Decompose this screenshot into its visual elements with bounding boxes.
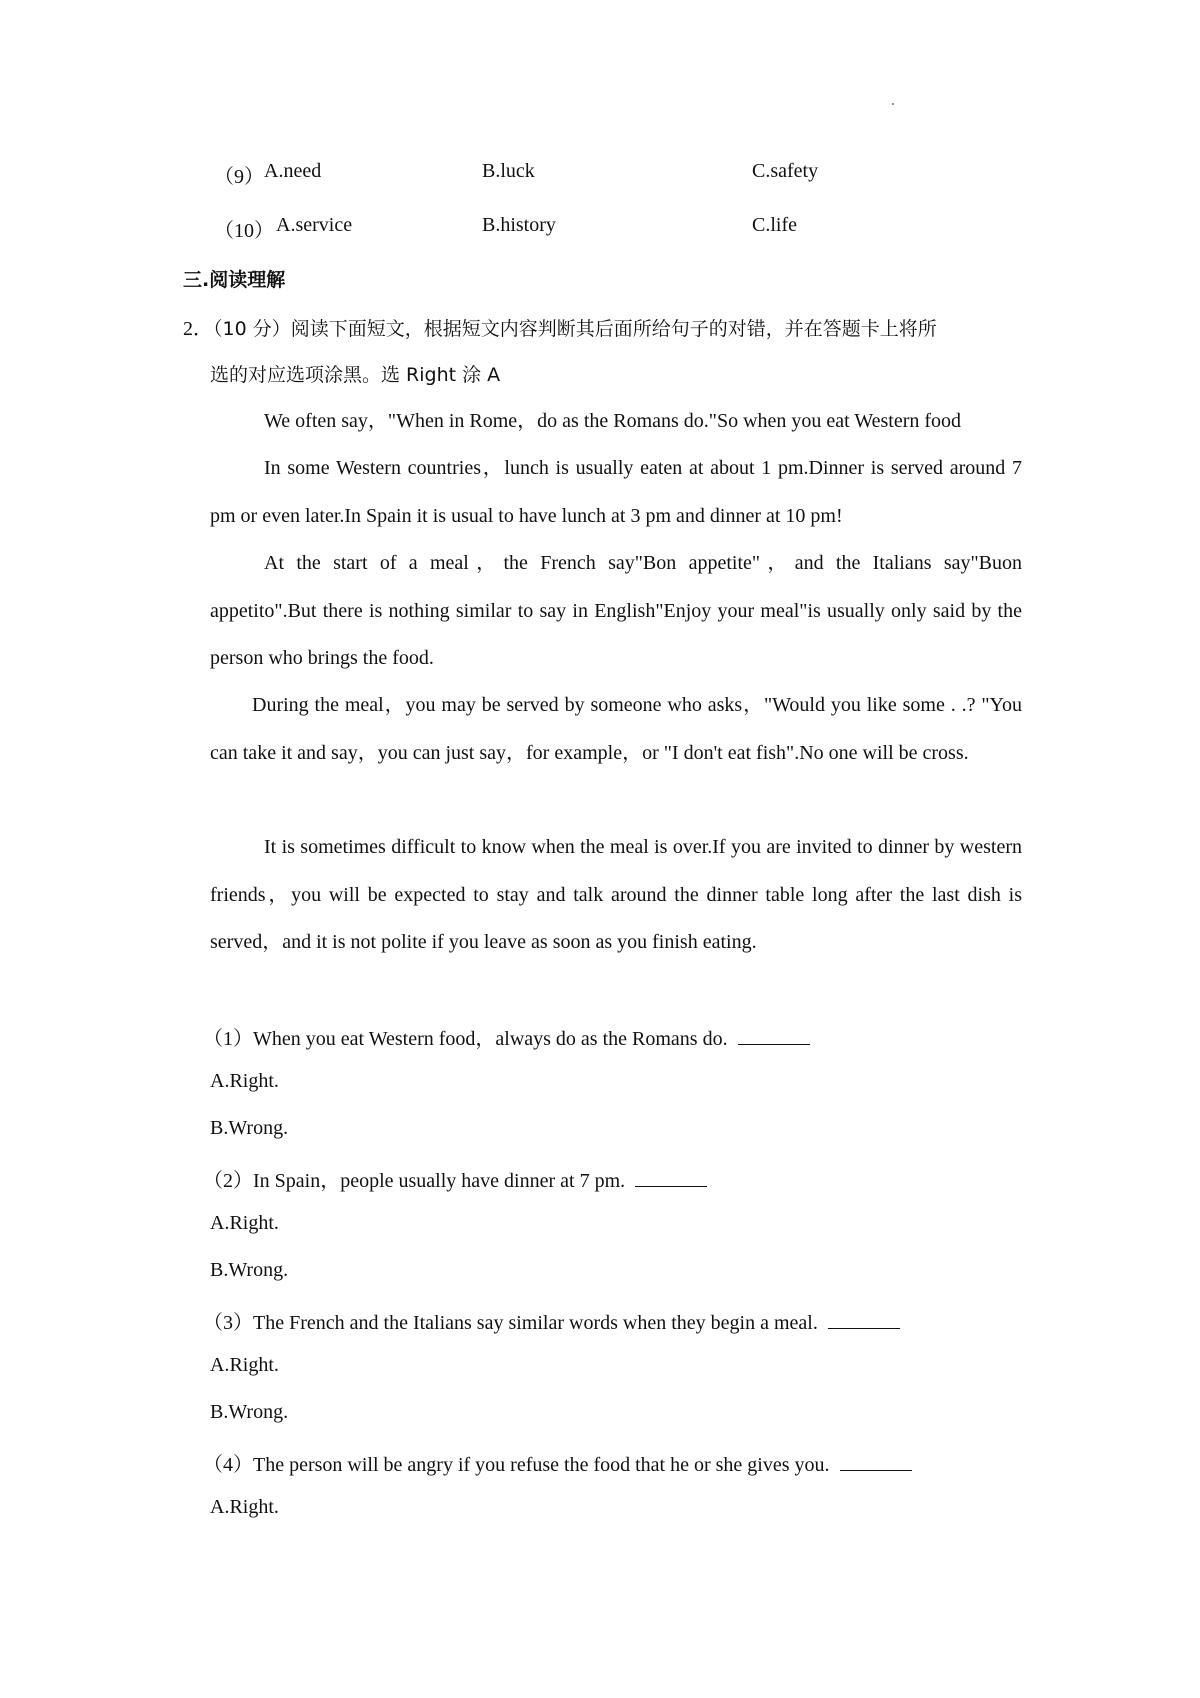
question-number: 2． [183, 318, 213, 340]
option-row-10 [0, 214, 1200, 244]
option-b: B.luck [482, 160, 535, 182]
passage-para-1 [210, 398, 1022, 446]
question-score: （10 分） [213, 318, 291, 340]
item-text: The French and the Italians say similar words when they begin a meal. [253, 1312, 818, 1334]
passage-para-5 [210, 824, 1022, 967]
item-text: The person will be angry if you refuse the food that he or she gives you. [253, 1454, 830, 1476]
question-instruction: 阅读下面短文，根据短文内容判断其后面所给句子的对错，并在答题卡上将所 [290, 318, 937, 340]
answer-blank[interactable] [738, 1026, 810, 1045]
item-1-option-b[interactable]: B.Wrong. [210, 1117, 289, 1139]
item-4-option-a[interactable]: A.Right. [210, 1496, 279, 1518]
item-1-question [203, 1022, 810, 1051]
passage-text: During the meal，you may be served by someone who asks，"Would you like some . .? "You can take it and say，you can just say，for example，or "I don't eat fish".No one will be cross. [210, 694, 1022, 764]
item-2-question [203, 1164, 707, 1193]
option-a: A.need [264, 160, 322, 182]
item-text: When you eat Western food，always do as the Romans do. [253, 1028, 728, 1050]
answer-blank[interactable] [635, 1168, 707, 1187]
option-number: （10） [214, 220, 274, 242]
item-text: In Spain，people usually have dinner at 7 pm. [253, 1170, 626, 1192]
question-stem-line1 [183, 312, 937, 341]
item-number: （3） [203, 1312, 253, 1334]
option-row-9 [0, 160, 1200, 190]
item-1-option-a[interactable]: A.Right. [210, 1070, 279, 1092]
item-number: （2） [203, 1170, 253, 1192]
answer-blank[interactable] [840, 1452, 912, 1471]
item-3-option-a[interactable]: A.Right. [210, 1354, 279, 1376]
option-c: C.life [752, 214, 797, 236]
passage-text: In some Western countries，lunch is usually eaten at about 1 pm.Dinner is served around 7 pm or even later.In Spain it is usual to have lunch at 3 pm and dinner at 10 pm! [210, 457, 1022, 527]
section-title: 三.阅读理解 [183, 269, 286, 291]
option-number: （9） [214, 166, 264, 188]
passage-para-2 [210, 445, 1022, 540]
item-2-option-b[interactable]: B.Wrong. [210, 1259, 289, 1281]
passage-text: We often say，"When in Rome，do as the Romans do."So when you eat Western food [264, 410, 962, 432]
scan-speck [892, 103, 894, 105]
passage-text: It is sometimes difficult to know when the meal is over.If you are invited to dinner by western friends，you will be expected to stay and talk around the dinner table long after the last dish is served，and it is not polite if you leave as soon as you finish eating. [210, 836, 1022, 953]
item-3-option-b[interactable]: B.Wrong. [210, 1401, 289, 1423]
option-a: A.service [276, 214, 353, 236]
option-b: B.history [482, 214, 556, 236]
option-c: C.safety [752, 160, 819, 182]
item-number: （1） [203, 1028, 253, 1050]
question-stem-line2: 选的对应选项涂黑。选 Right 涂 A [210, 364, 501, 386]
answer-blank[interactable] [828, 1310, 900, 1329]
item-2-option-a[interactable]: A.Right. [210, 1212, 279, 1234]
item-number: （4） [203, 1454, 253, 1476]
passage-para-4 [210, 682, 1022, 777]
item-3-question [203, 1306, 900, 1335]
item-4-question [203, 1448, 912, 1477]
passage-para-3 [210, 540, 1022, 683]
passage-text: At the start of a meal，the French say"Bon appetite"，and the Italians say"Buon appetito".But there is nothing similar to say in English"Enjoy your meal"is usually only said by the person who brings the food. [210, 552, 1022, 669]
